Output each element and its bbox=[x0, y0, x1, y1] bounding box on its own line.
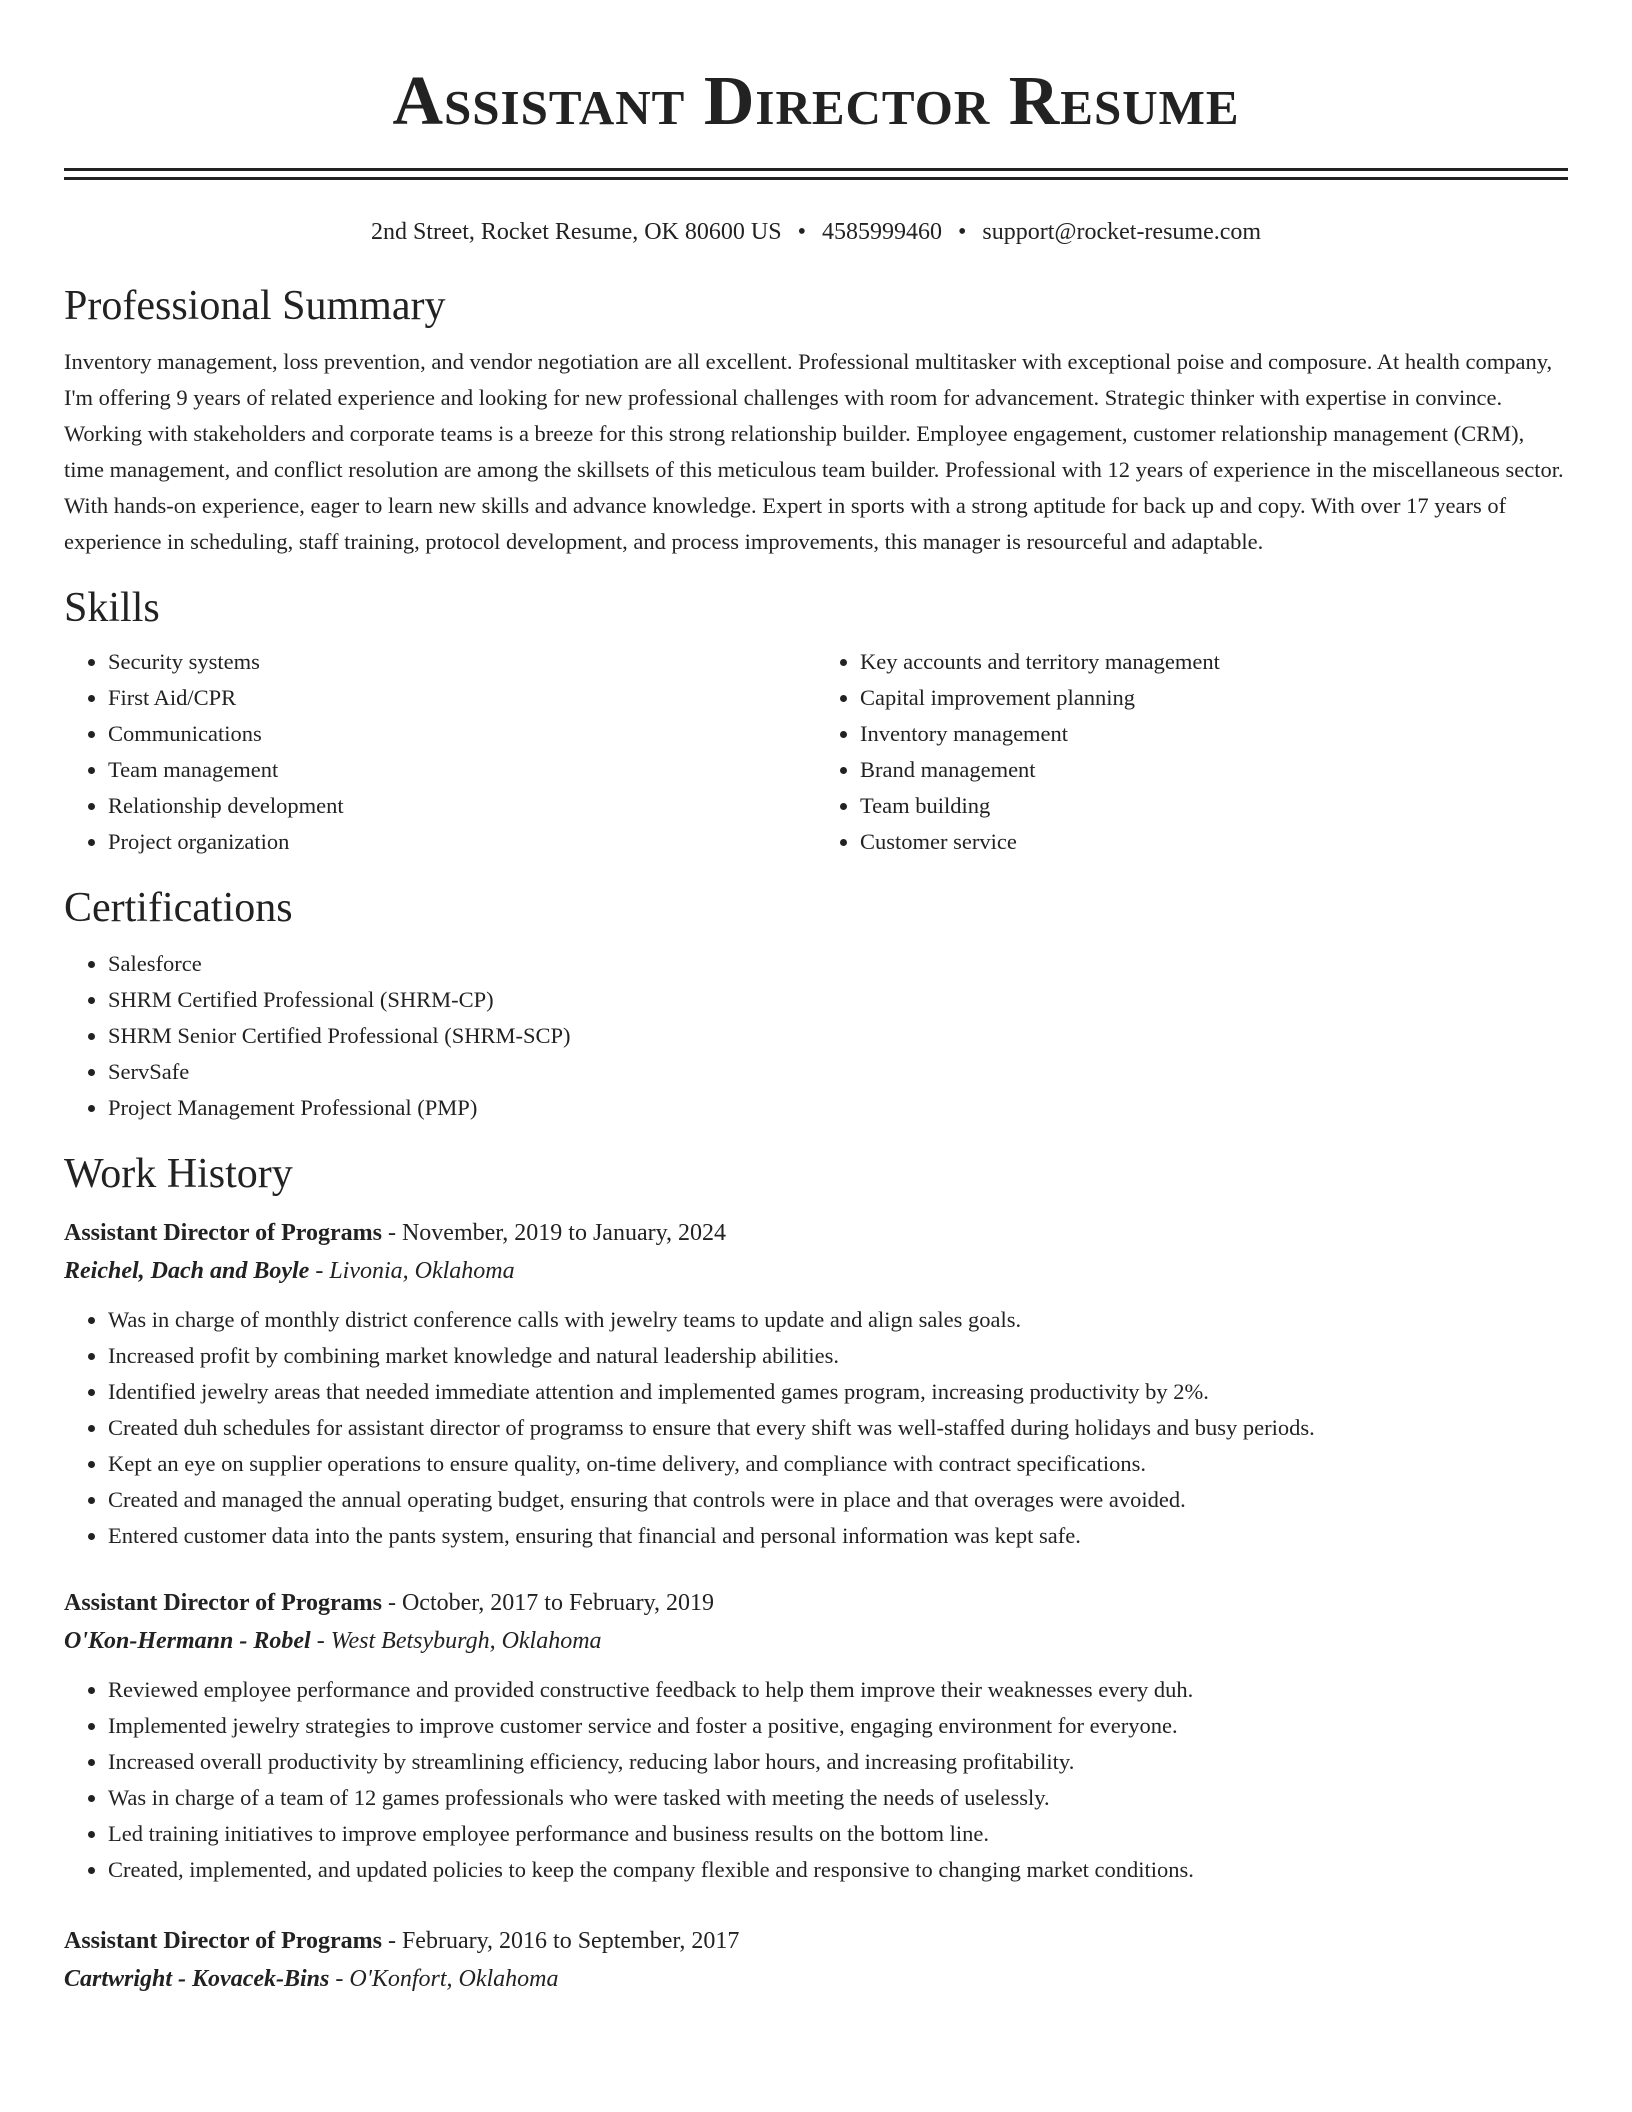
skill-item: • Inventory management bbox=[860, 716, 1568, 752]
summary-heading: Professional Summary bbox=[64, 283, 446, 329]
job-bullet: • Created and managed the annual operating budget, ensuring that controls were in place and that overages were avoided. bbox=[108, 1482, 1568, 1518]
job-company: Cartwright - Kovacek-Bins bbox=[64, 1966, 330, 1992]
job-entry bbox=[64, 1214, 1568, 1554]
summary-text: Inventory management, loss prevention, and vendor negotiation are all excellent. Professional multitasker with exceptional poise and composure. At health company, I'm offering 9 years of related experience and looking for new professional challenges with room for advancement. Strategic thinker with expertise in convince. Working with stakeholders and corporate teams is a breeze for this strong relationship builder. Employee engagement, customer relationship management (CRM), time management, and conflict resolution are among the skillsets of this meticulous team builder. Professional with 12 years of experience in the miscellaneous sector. With hands-on experience, eager to learn new skills and advance knowledge. Expert in sports with a strong aptitude for back up and copy. With over 17 years of experience in scheduling, staff training, protocol development, and process improvements, this manager is resourceful and adaptable. bbox=[64, 349, 1564, 554]
job-location: West Betsyburgh, Oklahoma bbox=[330, 1628, 602, 1654]
job-bullet: • Created, implemented, and updated policies to keep the company flexible and responsive to changing market conditions. bbox=[108, 1852, 1568, 1888]
contact-separator: • bbox=[797, 219, 806, 245]
skill-item: • Project organization bbox=[108, 824, 816, 860]
title-divider-bottom bbox=[64, 177, 1568, 180]
certification-item: • SHRM Senior Certified Professional (SHRM-SCP) bbox=[108, 1018, 1568, 1054]
contact-line bbox=[64, 216, 1568, 248]
skill-item: • Brand management bbox=[860, 752, 1568, 788]
contact-email: support@rocket-resume.com bbox=[982, 219, 1262, 245]
job-title: Assistant Director of Programs bbox=[64, 1220, 382, 1246]
skills-heading: Skills bbox=[64, 585, 160, 631]
job-bullet: • Was in charge of a team of 12 games professionals who were tasked with meeting the needs of uselessly. bbox=[108, 1780, 1568, 1816]
job-bullet: • Reviewed employee performance and provided constructive feedback to help them improve their weaknesses every duh. bbox=[108, 1672, 1568, 1708]
skills-list-right bbox=[816, 644, 1568, 860]
certifications-list bbox=[64, 946, 1568, 1126]
job-bullet: • Led training initiatives to improve employee performance and business results on the bottom line. bbox=[108, 1816, 1568, 1852]
job-bullet: • Created duh schedules for assistant director of programss to ensure that every shift was well-staffed during holidays and busy periods. bbox=[108, 1410, 1568, 1446]
job-dates: February, 2016 to September, 2017 bbox=[401, 1928, 740, 1954]
job-location: O'Konfort, Oklahoma bbox=[349, 1966, 559, 1992]
skill-item: • Communications bbox=[108, 716, 816, 752]
certification-item: • Project Management Professional (PMP) bbox=[108, 1090, 1568, 1126]
skill-item: • Relationship development bbox=[108, 788, 816, 824]
skill-item: • Customer service bbox=[860, 824, 1568, 860]
job-bullet: • Increased profit by combining market knowledge and natural leadership abilities. bbox=[108, 1338, 1568, 1374]
resume-title: Assistant Director Resume bbox=[392, 63, 1240, 140]
skill-item: • Team management bbox=[108, 752, 816, 788]
job-location: Livonia, Oklahoma bbox=[329, 1258, 515, 1284]
skills-columns bbox=[64, 644, 1568, 860]
skill-item: • Key accounts and territory management bbox=[860, 644, 1568, 680]
work-history-section bbox=[64, 1148, 1568, 1998]
summary-section bbox=[64, 280, 1568, 560]
job-bullets bbox=[64, 1672, 1568, 1888]
job-entry bbox=[64, 1922, 1568, 1998]
skill-item: • Capital improvement planning bbox=[860, 680, 1568, 716]
job-bullets bbox=[64, 1302, 1568, 1554]
certification-item: • Salesforce bbox=[108, 946, 1568, 982]
job-bullet: • Entered customer data into the pants system, ensuring that financial and personal information was kept safe. bbox=[108, 1518, 1568, 1554]
certification-item: • ServSafe bbox=[108, 1054, 1568, 1090]
skill-item: • Security systems bbox=[108, 644, 816, 680]
contact-address: 2nd Street, Rocket Resume, OK 80600 US bbox=[370, 219, 782, 245]
job-bullet: • Kept an eye on supplier operations to ensure quality, on-time delivery, and compliance with contract specifications. bbox=[108, 1446, 1568, 1482]
job-bullet: • Identified jewelry areas that needed immediate attention and implemented games program, increasing productivity by 2%. bbox=[108, 1374, 1568, 1410]
job-dates: October, 2017 to February, 2019 bbox=[401, 1590, 715, 1616]
job-bullet: • Increased overall productivity by streamlining efficiency, reducing labor hours, and increasing profitability. bbox=[108, 1744, 1568, 1780]
job-company-line: O'Kon-Hermann - Robel - West Betsyburgh, Oklahoma bbox=[64, 1628, 602, 1654]
job-company-line: Cartwright - Kovacek-Bins - O'Konfort, Oklahoma bbox=[64, 1966, 559, 1992]
job-title-line: Assistant Director of Programs - February, 2016 to September, 2017 bbox=[64, 1928, 740, 1954]
work-history-heading: Work History bbox=[64, 1151, 293, 1197]
job-company: O'Kon-Hermann - Robel bbox=[64, 1628, 311, 1654]
contact-separator: • bbox=[957, 219, 967, 245]
job-title-line: Assistant Director of Programs - October, 2017 to February, 2019 bbox=[64, 1590, 715, 1616]
job-title-line: Assistant Director of Programs - November, 2019 to January, 2024 bbox=[64, 1220, 727, 1246]
certifications-section bbox=[64, 882, 1568, 1126]
job-title: Assistant Director of Programs bbox=[64, 1590, 382, 1616]
job-entry bbox=[64, 1584, 1568, 1888]
certification-item: • SHRM Certified Professional (SHRM-CP) bbox=[108, 982, 1568, 1018]
job-company: Reichel, Dach and Boyle bbox=[64, 1258, 310, 1284]
job-company-line: Reichel, Dach and Boyle - Livonia, Oklahoma bbox=[64, 1258, 515, 1284]
skills-list-left bbox=[64, 644, 816, 860]
job-dates: November, 2019 to January, 2024 bbox=[401, 1220, 727, 1246]
skills-section bbox=[64, 582, 1568, 860]
skill-item: • First Aid/CPR bbox=[108, 680, 816, 716]
skill-item: • Team building bbox=[860, 788, 1568, 824]
certifications-heading: Certifications bbox=[64, 885, 293, 931]
job-bullet: • Was in charge of monthly district conference calls with jewelry teams to update and align sales goals. bbox=[108, 1302, 1568, 1338]
job-title: Assistant Director of Programs bbox=[64, 1928, 382, 1954]
job-bullet: • Implemented jewelry strategies to improve customer service and foster a positive, engaging environment for everyone. bbox=[108, 1708, 1568, 1744]
contact-phone: 4585999460 bbox=[821, 219, 942, 245]
title-divider-top bbox=[64, 168, 1568, 171]
